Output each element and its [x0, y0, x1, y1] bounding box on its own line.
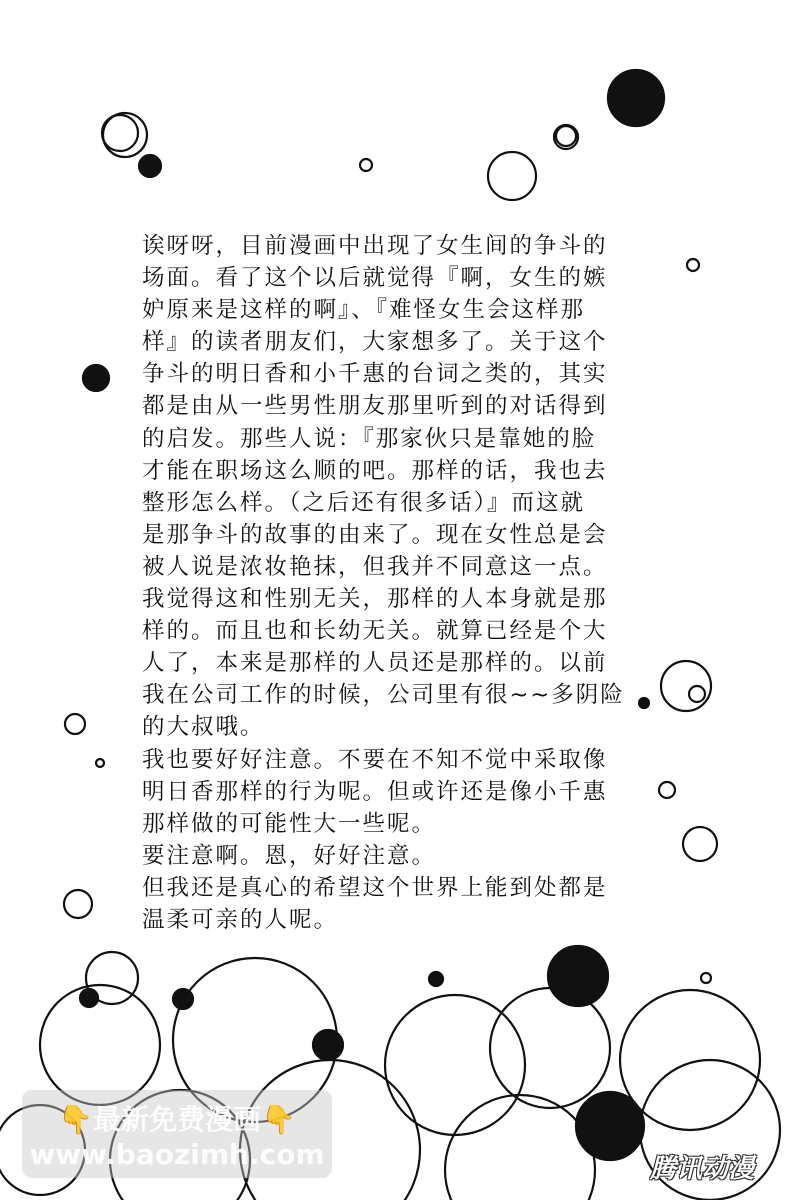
text-line: 我觉得这和性别无关，那样的人本身就是那 — [142, 586, 608, 613]
text-line: 我在公司工作的时候，公司里有很~~多阴险 — [142, 682, 625, 709]
text-line: 争斗的明日香和小千惠的台词之类的，其实 — [142, 361, 608, 388]
text-line: 样』的读者朋友们，大家想多了。关于这个 — [142, 329, 608, 356]
text-line: 才能在职场这么顺的吧。那样的话，我也去 — [142, 457, 608, 484]
watermark-title: 👇最新免费漫画👇 — [58, 1103, 296, 1136]
text-line: 但我还是真心的希望这个世界上能到处都是 — [142, 874, 608, 901]
author-afterword-text — [142, 230, 662, 936]
text-line: 都是由从一些男性朋友那里听到的对话得到 — [142, 393, 608, 420]
text-line: 的大叔哦。 — [142, 714, 265, 741]
text-line: 我也要好好注意。不要在不知不觉中采取像 — [142, 746, 608, 773]
text-line: 是那争斗的故事的由来了。现在女性总是会 — [142, 521, 608, 548]
text-line: 明日香那样的行为呢。但或许还是像小千惠 — [142, 778, 608, 805]
text-line: 场面。看了这个以后就觉得『啊，女生的嫉 — [142, 265, 608, 292]
text-line: 样的。而且也和长幼无关。就算已经是个大 — [142, 618, 608, 645]
text-line: 整形怎么样。（之后还有很多话）』而这就 — [142, 489, 586, 516]
brand-watermark-logo: 腾讯动漫 — [650, 1154, 755, 1184]
text-line: 温柔可亲的人呢。 — [142, 906, 339, 933]
watermark-url: www.baozimh.com — [29, 1138, 325, 1171]
site-watermark — [22, 1090, 332, 1178]
text-line: 诶呀呀，目前漫画中出现了女生间的争斗的 — [142, 233, 608, 259]
text-line: 那样做的可能性大一些呢。 — [142, 810, 437, 837]
text-line: 的启发。那些人说：『那家伙只是靠她的脸 — [142, 425, 597, 452]
text-line: 要注意啊。恩，好好注意。 — [142, 842, 437, 869]
text-line: 被人说是浓妆艳抹，但我并不同意这一点。 — [142, 553, 608, 580]
text-line: 妒原来是这样的啊』、『难怪女生会这样那 — [142, 297, 586, 324]
text-line: 人了，本来是那样的人员还是那样的。以前 — [142, 650, 608, 677]
